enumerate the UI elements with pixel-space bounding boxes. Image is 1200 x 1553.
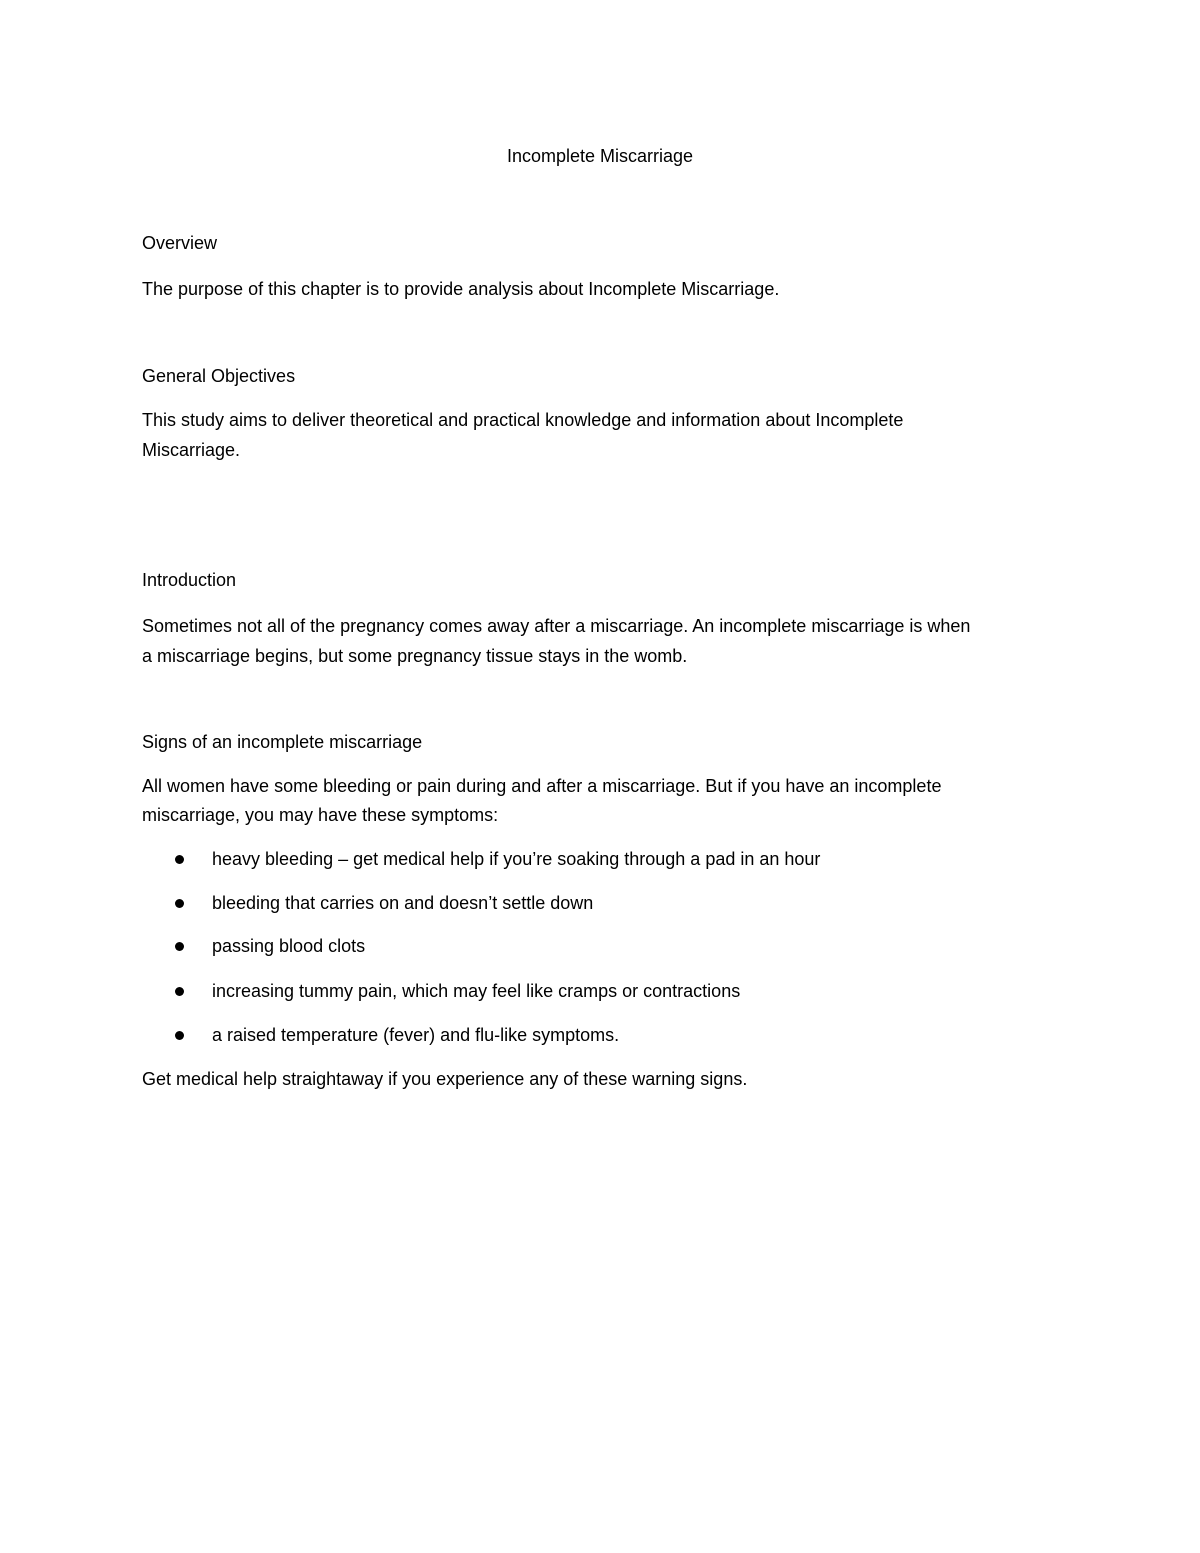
signs-body-line-2: miscarriage, you may have these symptoms:: [142, 805, 499, 825]
signs-closing: Get medical help straightaway if you experience any of these warning signs.: [142, 1069, 748, 1089]
introduction-body-line-2: a miscarriage begins, but some pregnancy tissue stays in the womb.: [142, 646, 688, 666]
overview-heading: Overview: [142, 233, 218, 253]
document-title: Incomplete Miscarriage: [506, 146, 694, 166]
overview-body: The purpose of this chapter is to provide analysis about Incomplete Miscarriage.: [142, 279, 780, 299]
list-item-text: bleeding that carries on and doesn’t settle down: [212, 893, 594, 913]
introduction-body-line-1: Sometimes not all of the pregnancy comes away after a miscarriage. An incomplete miscarriage is when: [142, 616, 971, 636]
bullet-icon: [175, 987, 184, 996]
bullet-icon: [175, 1031, 184, 1040]
bullet-icon: [175, 899, 184, 908]
signs-body-line-1: All women have some bleeding or pain during and after a miscarriage. But if you have an incomplete: [142, 776, 942, 796]
list-item: [0, 931, 1000, 961]
list-item-text: passing blood clots: [212, 936, 366, 956]
general-objectives-body-line-2: Miscarriage.: [142, 440, 241, 460]
list-item-text: a raised temperature (fever) and flu-like symptoms.: [212, 1025, 620, 1045]
list-item-text: heavy bleeding – get medical help if you’re soaking through a pad in an hour: [212, 849, 821, 869]
general-objectives-heading: General Objectives: [142, 366, 296, 386]
list-item: [0, 1020, 1000, 1050]
list-item-text: increasing tummy pain, which may feel like cramps or contractions: [212, 981, 741, 1001]
list-item: [0, 888, 1000, 918]
signs-heading: Signs of an incomplete miscarriage: [142, 732, 423, 752]
list-item: [0, 976, 1000, 1006]
general-objectives-body-line-1: This study aims to deliver theoretical and practical knowledge and information about Incomplete: [142, 410, 904, 430]
list-item: [0, 844, 1000, 874]
bullet-icon: [175, 855, 184, 864]
introduction-heading: Introduction: [142, 570, 237, 590]
bullet-icon: [175, 942, 184, 951]
